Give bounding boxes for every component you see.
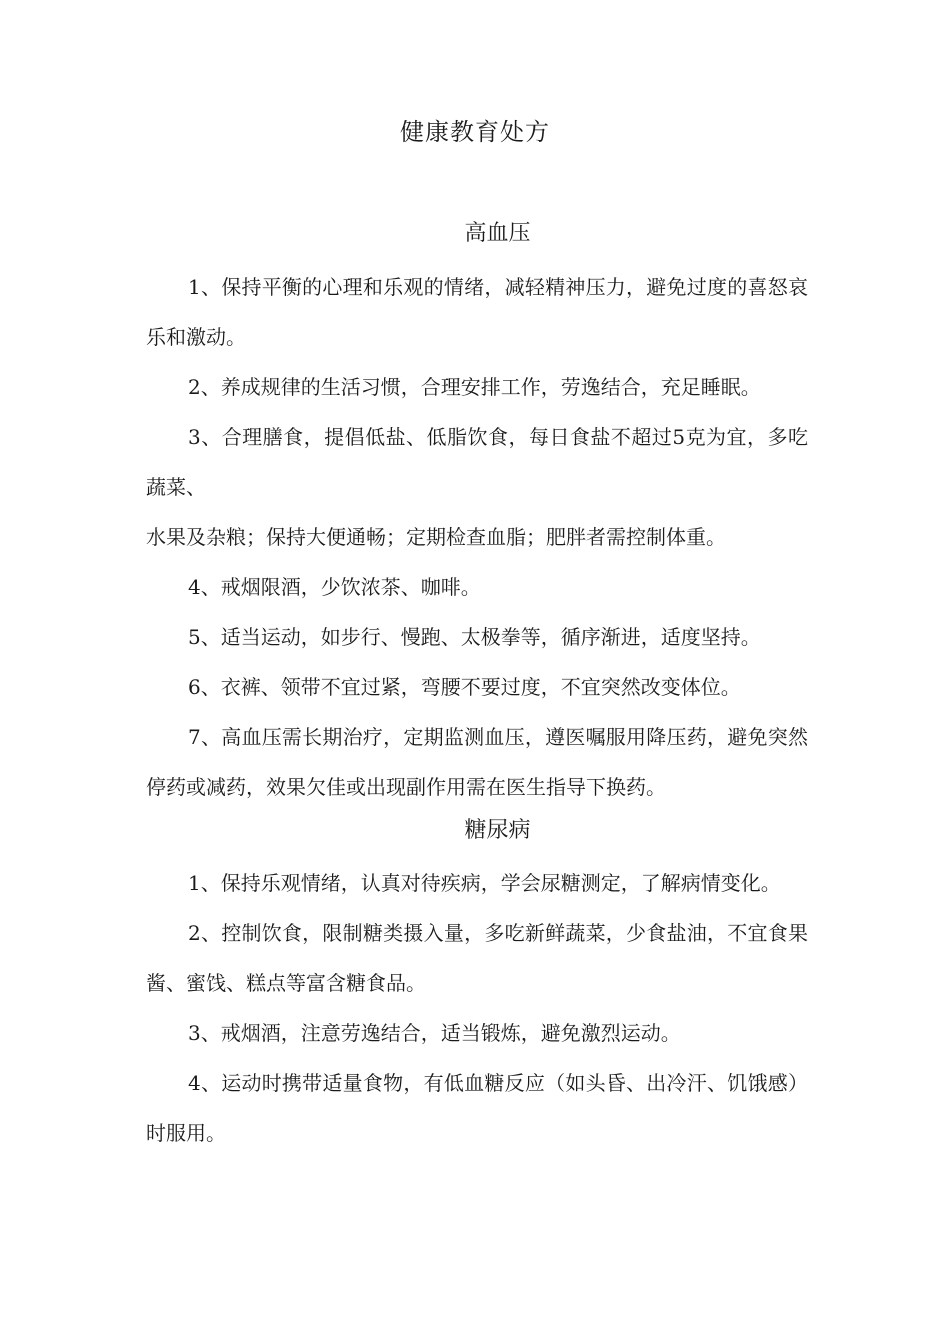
paragraph: 2、养成规律的生活习惯，合理安排工作，劳逸结合，充足睡眠。 <box>188 375 761 399</box>
paragraph: 2、控制饮食，限制糖类摄入量，多吃新鲜蔬菜，少食盐油，不宜食果酱、蜜饯、糕点等富含糖食品。 <box>146 921 808 995</box>
paragraph: 7、高血压需长期治疗，定期监测血压，遵医嘱服用降压药，避免突然停药或减药，效果欠佳或出现副作用需在医生指导下换药。 <box>146 725 808 799</box>
paragraph: 1、保持乐观情绪，认真对待疾病，学会尿糖测定，了解病情变化。 <box>188 871 781 895</box>
section-heading-diabetes: 糖尿病 <box>464 818 531 843</box>
paragraph: 5、适当运动，如步行、慢跑、太极拳等，循序渐进，适度坚持。 <box>188 625 761 649</box>
paragraph: 3、合理膳食，提倡低盐、低脂饮食，每日食盐不超过5克为宜，多吃蔬菜、 <box>146 425 808 499</box>
paragraph: 水果及杂粮；保持大便通畅；定期检查血脂；肥胖者需控制体重。 <box>146 525 726 549</box>
section-body-diabetes <box>146 858 808 1158</box>
paragraph: 4、运动时携带适量食物，有低血糖反应（如头昏、出冷汗、饥饿感）时服用。 <box>146 1071 808 1145</box>
section-body-hypertension <box>146 262 808 812</box>
paragraph: 1、保持平衡的心理和乐观的情绪，减轻精神压力，避免过度的喜怒哀乐和激动。 <box>146 275 808 349</box>
document-title: 健康教育处方 <box>400 118 550 146</box>
paragraph: 3、戒烟酒，注意劳逸结合，适当锻炼，避免激烈运动。 <box>188 1021 681 1045</box>
section-heading-hypertension: 高血压 <box>464 221 531 246</box>
paragraph: 6、衣裤、领带不宜过紧，弯腰不要过度，不宜突然改变体位。 <box>188 675 741 699</box>
paragraph: 4、戒烟限酒，少饮浓茶、咖啡。 <box>188 575 481 599</box>
